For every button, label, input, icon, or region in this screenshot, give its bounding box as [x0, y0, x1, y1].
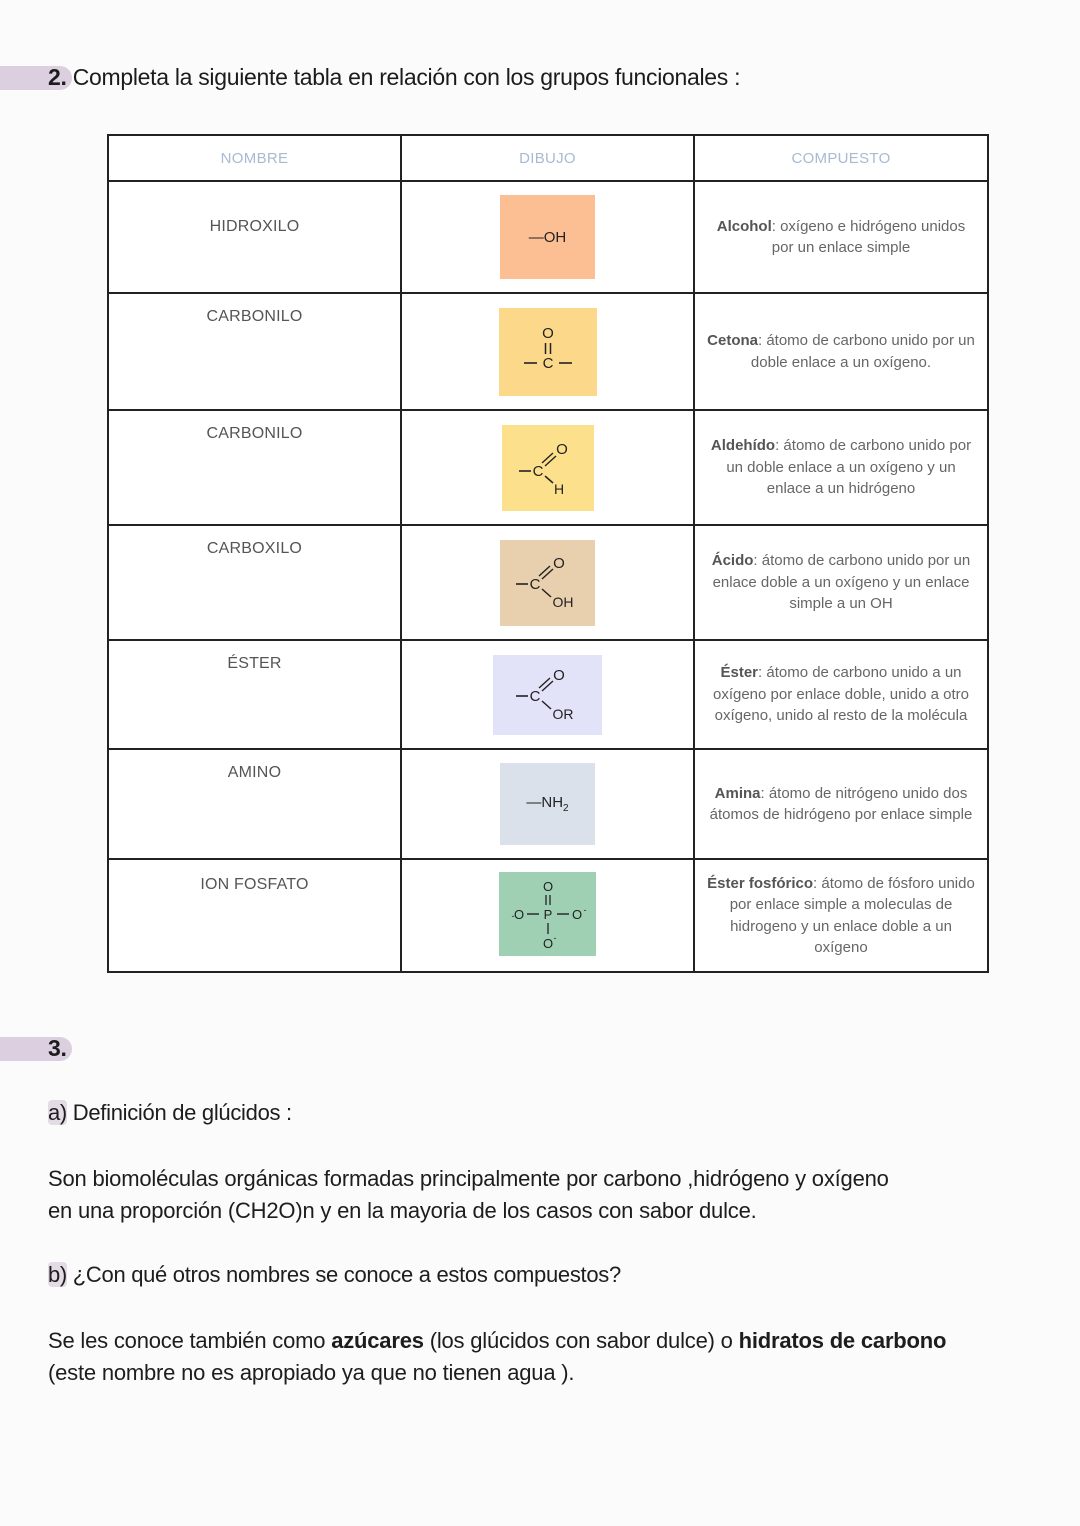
subquestion-letter: b): [48, 1262, 67, 1287]
svg-text:C: C: [532, 462, 543, 480]
group-drawing: [401, 859, 694, 972]
subquestion-a-answer: Son biomoléculas orgánicas formadas principalmente por carbono ,hidrógeno y oxígeno en una proporción (CH2O)n y en la mayoria de los casos con sabor dulce.: [48, 1166, 889, 1223]
table-row: [108, 640, 988, 749]
svg-text:-: -: [553, 933, 556, 943]
compound-description: [694, 640, 988, 749]
svg-text:-: -: [583, 905, 586, 915]
compound-name: Éster: [720, 664, 759, 682]
svg-text:O: O: [555, 440, 568, 458]
header-dibujo: DIBUJO: [401, 135, 694, 181]
svg-text:OH: OH: [552, 593, 573, 610]
carboxyl-icon: [510, 553, 586, 613]
term-hidratos: hidratos de carbono: [738, 1328, 947, 1353]
table-row: [108, 525, 988, 640]
group-name: AMINO: [108, 749, 401, 859]
table-header-row: [108, 135, 988, 181]
compound-description: [694, 525, 988, 640]
svg-text:O: O: [542, 936, 553, 951]
group-name: CARBOXILO: [108, 525, 401, 640]
question-3-heading: [48, 1035, 67, 1062]
group-drawing: [401, 640, 694, 749]
subquestion-letter: a): [48, 1100, 67, 1125]
svg-text:O: O: [552, 554, 565, 572]
table-row: [108, 410, 988, 525]
compound-description: [694, 293, 988, 410]
carboxyl-structure: [500, 540, 595, 626]
hydroxyl-formula: —OH: [528, 228, 567, 246]
compound-text: : átomo de carbono unido por un enlace doble a un oxígeno y un enlace simple a un OH: [712, 552, 971, 613]
group-name: CARBONILO: [108, 410, 401, 525]
compound-text: : átomo de carbono unido por un doble enlace a un oxígeno y un enlace a un hidrógeno: [726, 437, 972, 498]
svg-text:C: C: [529, 687, 540, 705]
group-drawing: [401, 525, 694, 640]
term-azucares: azúcares: [331, 1328, 424, 1353]
group-drawing: [401, 410, 694, 525]
compound-text: : átomo de nitrógeno unido dos átomos de hidrógeno por enlace simple: [709, 784, 973, 823]
svg-text:O: O: [541, 324, 554, 342]
ester-structure: [493, 655, 602, 735]
compound-name: Aldehído: [710, 437, 776, 455]
compound-text: : átomo de carbono unido a un oxígeno por enlace doble, unido a otro oxígeno, unido al resto de la molécula: [712, 664, 970, 725]
ketone-icon: [518, 320, 578, 384]
question-title: Completa la siguiente tabla en relación con los grupos funcionales :: [72, 64, 741, 90]
svg-text:OR: OR: [552, 705, 573, 722]
compound-description: [694, 859, 988, 972]
table-row: [108, 181, 988, 293]
group-name: ÉSTER: [108, 640, 401, 749]
svg-text:P: P: [543, 907, 552, 922]
compound-description: [694, 749, 988, 859]
group-name: CARBONILO: [108, 293, 401, 410]
question-number: 2.: [48, 64, 67, 90]
svg-text:O: O: [571, 907, 582, 922]
compound-text: : oxígeno e hidrógeno unidos por un enlace simple: [771, 217, 966, 256]
question-number: 3.: [48, 1035, 67, 1061]
subquestion-a-title: a) Definición de glúcidos :: [48, 1100, 292, 1125]
phosphate-structure: [499, 872, 596, 956]
ketone-structure: [499, 308, 597, 396]
table-row: [108, 749, 988, 859]
compound-description: [694, 410, 988, 525]
group-drawing: [401, 749, 694, 859]
subquestion-b-answer: Se les conoce también como azúcares (los glúcidos con sabor dulce) o hidratos de carbono (este nombre no es apropiado ya que no tienen agua ).: [48, 1328, 947, 1385]
compound-name: Cetona: [707, 332, 758, 349]
svg-text:O: O: [552, 666, 565, 684]
table-row: [108, 859, 988, 972]
header-compuesto: COMPUESTO: [694, 135, 988, 181]
functional-groups-table: [107, 134, 989, 973]
svg-text:O: O: [542, 879, 553, 894]
aldehyde-structure: [502, 425, 594, 511]
group-name: ION FOSFATO: [108, 859, 401, 972]
svg-text:O: O: [513, 907, 524, 922]
table-row: [108, 293, 988, 410]
ester-icon: [510, 665, 586, 725]
group-drawing: [401, 181, 694, 293]
svg-text:C: C: [542, 354, 553, 372]
svg-text:H: H: [553, 480, 564, 497]
compound-name: Amina: [714, 784, 761, 802]
compound-text: : átomo de fósforo unido por enlace simple a moleculas de hidrogeno y un enlace doble a un oxígeno: [729, 874, 975, 956]
header-nombre: NOMBRE: [108, 135, 401, 181]
subquestion-b-title: b) ¿Con qué otros nombres se conoce a estos compuestos?: [48, 1262, 621, 1287]
group-name: HIDROXILO: [108, 181, 401, 293]
svg-text:-: -: [511, 911, 514, 921]
svg-text:C: C: [529, 575, 540, 593]
compound-name: Ácido: [711, 552, 754, 570]
hydroxyl-structure: [500, 195, 595, 279]
aldehyde-icon: [513, 438, 583, 498]
compound-name: Alcohol: [716, 217, 772, 235]
compound-text: : átomo de carbono unido por un doble enlace a un oxígeno.: [750, 332, 975, 371]
group-drawing: [401, 293, 694, 410]
amino-formula: $—NH_2$: [526, 794, 569, 814]
phosphate-icon: [503, 874, 593, 954]
question-2-heading: [48, 64, 740, 91]
compound-name: Éster fosfórico: [707, 874, 814, 892]
compound-description: [694, 181, 988, 293]
amino-structure: [500, 763, 595, 845]
